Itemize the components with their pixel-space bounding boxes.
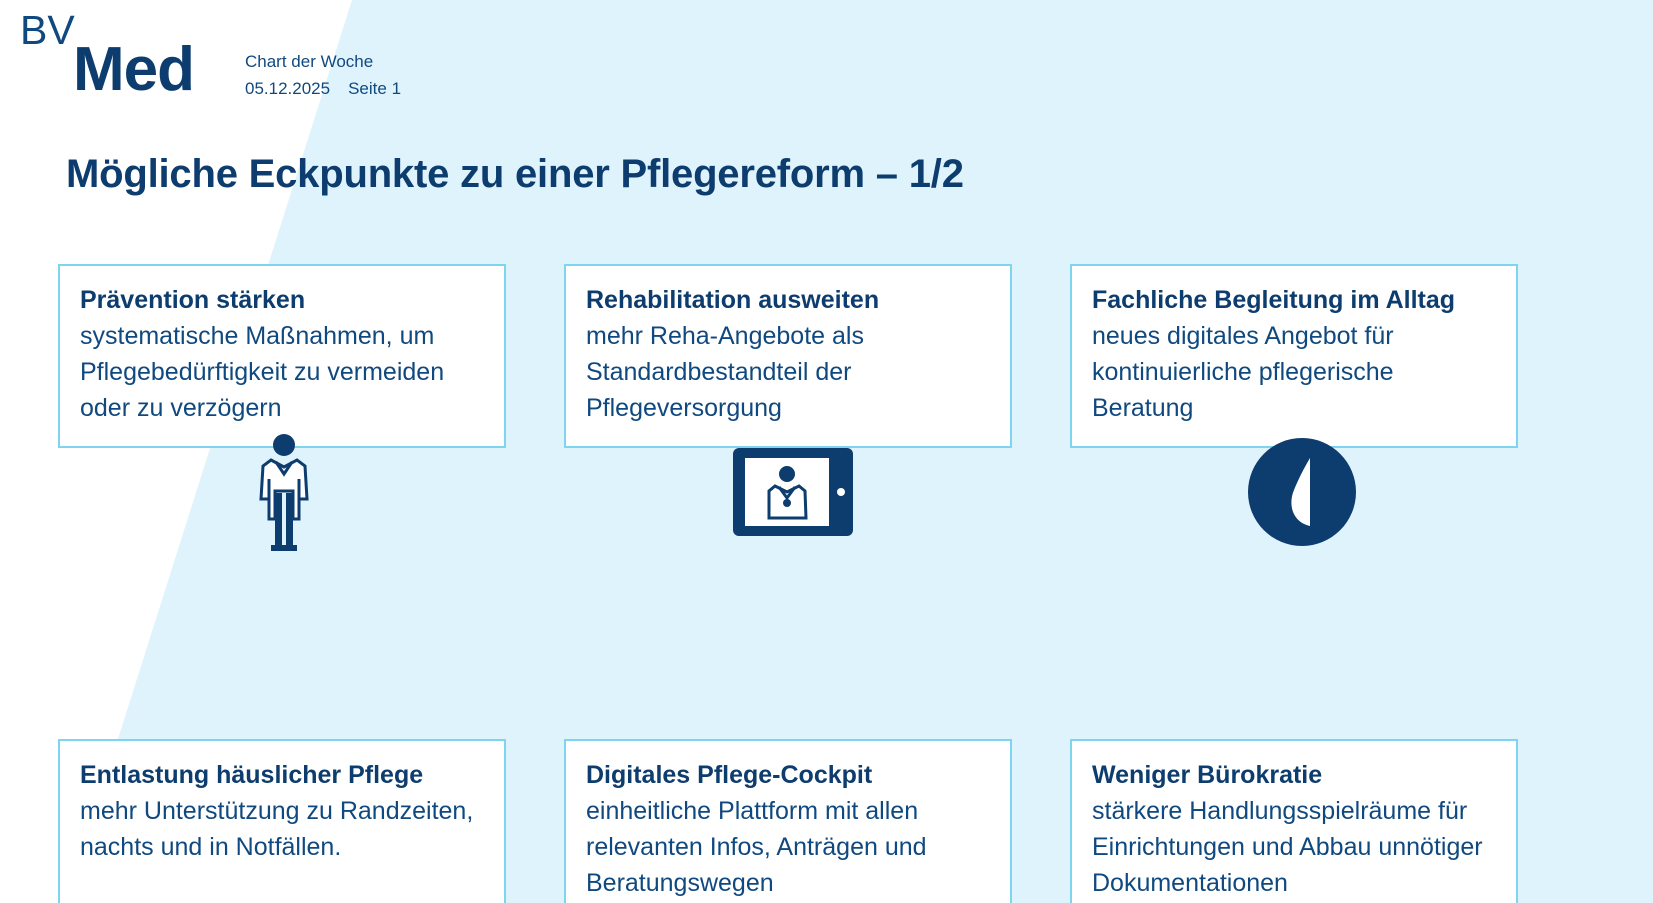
page-label: Seite: [348, 79, 387, 98]
card-heading: Digitales Pflege-Cockpit: [586, 761, 873, 789]
bvmed-logo: [18, 7, 223, 104]
card-heading: Fachliche Begleitung im Alltag: [1092, 286, 1456, 314]
card-heading: Entlastung häuslicher Pflege: [80, 761, 424, 789]
series-label: Chart der Woche: [245, 52, 374, 71]
card-body: stärkere Handlungsspielräume für Einrichtungen und Abbau unnötiger Dokumentationen: [1092, 797, 1483, 897]
card-weniger-buerokratie: [1070, 739, 1518, 903]
card-row-bottom: [58, 739, 1518, 903]
page-number: 1: [391, 79, 402, 98]
card-fachliche-begleitung: [1070, 264, 1518, 448]
logo-text-bv: BV: [20, 7, 75, 53]
card-heading: Rehabilitation ausweiten: [586, 286, 880, 314]
logo-text-med: Med: [73, 35, 194, 104]
slide-header: [18, 8, 401, 102]
card-praevention: [58, 264, 506, 448]
header-meta-line2: [245, 75, 401, 102]
page-title: Mögliche Eckpunkte zu einer Pflegereform – 1/2: [66, 152, 964, 196]
card-body: mehr Reha-Angebote als Standardbestandteil der Pflegeversorgung: [586, 322, 864, 422]
card-entlastung: [58, 739, 506, 903]
card-body: einheitliche Plattform mit allen relevanten Infos, Anträgen und Beratungswegen: [586, 797, 927, 897]
card-row-top: [58, 264, 1518, 448]
date-label: 05.12.2025: [245, 79, 331, 98]
page-indicator: [348, 75, 401, 102]
card-body: mehr Unterstützung zu Randzeiten, nachts und in Notfällen.: [80, 797, 474, 861]
card-grid: [58, 264, 1518, 903]
header-meta: [245, 48, 401, 102]
card-heading: Weniger Bürokratie: [1092, 761, 1323, 789]
card-pflege-cockpit: [564, 739, 1012, 903]
card-heading: Prävention stärken: [80, 286, 306, 314]
card-rehabilitation: [564, 264, 1012, 448]
card-body: neues digitales Angebot für kontinuierliche pflegerische Beratung: [1092, 322, 1394, 422]
card-body: systematische Maßnahmen, um Pflegebedürftigkeit zu vermeiden oder zu verzögern: [80, 322, 445, 422]
